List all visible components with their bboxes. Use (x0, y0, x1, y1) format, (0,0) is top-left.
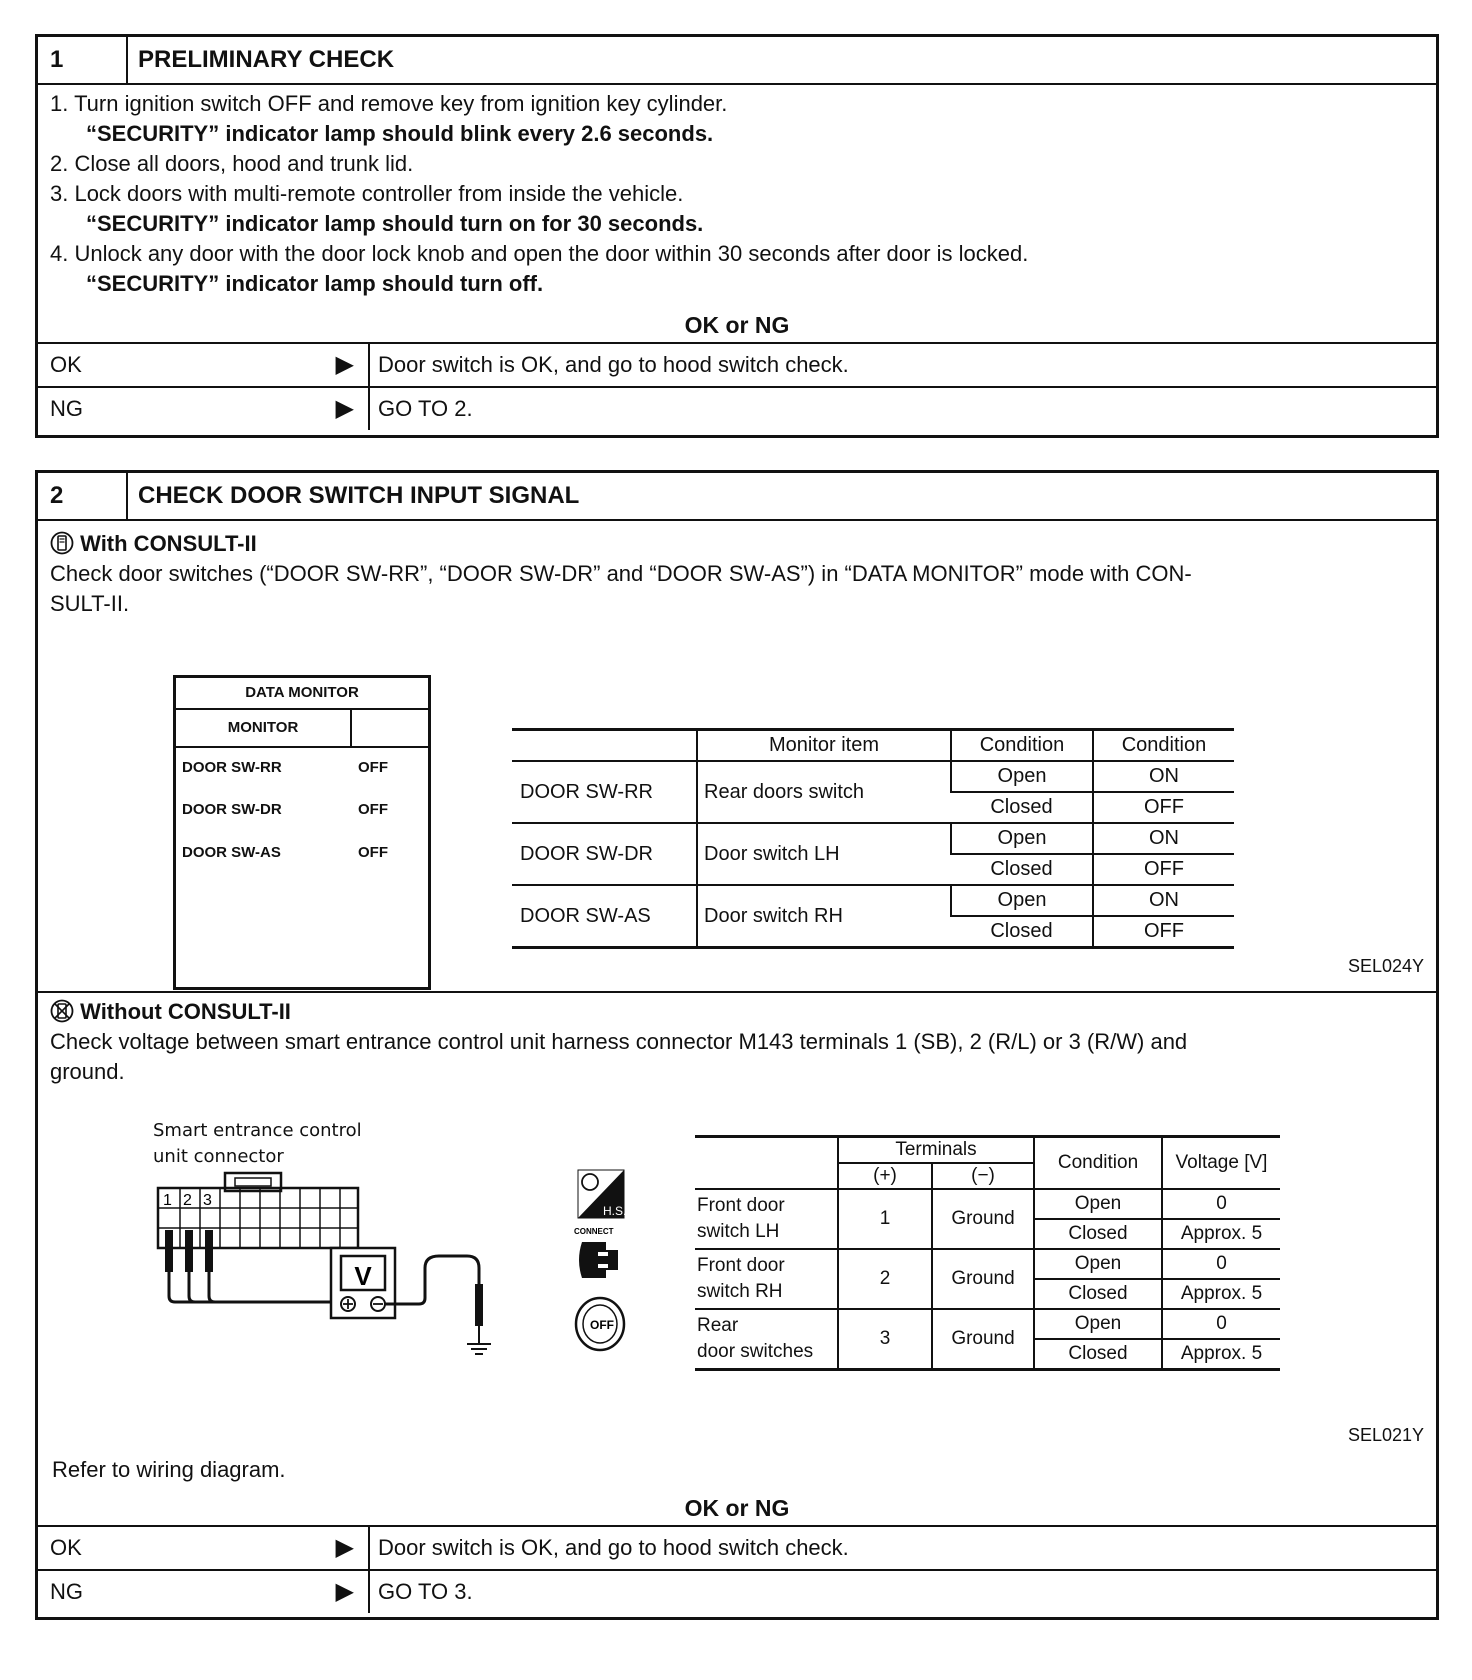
monitor-item: DOOR SW-AS (182, 844, 281, 861)
table-row (512, 823, 1234, 854)
table-row (695, 1309, 1280, 1339)
test-condition-icons (570, 1168, 630, 1364)
data-monitor-title: DATA MONITOR (176, 678, 428, 710)
table-cell: Front door (697, 1195, 785, 1216)
table-cell: Closed (1034, 1219, 1162, 1249)
svg-text:H.S.: H.S. (603, 1204, 627, 1218)
result-row-ng (38, 386, 1436, 430)
table-cell: Closed (951, 916, 1093, 948)
connect-icon (579, 1242, 618, 1278)
table-cell: Rear doors switch (697, 761, 951, 823)
without-consult-section (38, 993, 1436, 1525)
table-cell: DOOR SW-AS (512, 885, 697, 948)
table-cell: 0 (1162, 1189, 1280, 1219)
table-cell: 0 (1162, 1309, 1280, 1339)
table-cell: 2 (838, 1249, 932, 1309)
table-header: Monitor item (697, 730, 951, 762)
table-header: Condition (1093, 730, 1234, 762)
table-cell: ON (1093, 823, 1234, 854)
voltage-check-text: Check voltage between smart entrance control unit harness connector M143 terminals 1 (SB), 2 (R/L) or 3 (R/W) and (50, 1029, 1188, 1054)
table-header (512, 730, 697, 762)
instruction-line-bold: “SECURITY” indicator lamp should turn on for 30 seconds. (86, 211, 704, 236)
table-header: Condition (951, 730, 1093, 762)
table-cell: Approx. 5 (1162, 1339, 1280, 1370)
table-cell: DOOR SW-RR (512, 761, 697, 823)
table-header: (+) (838, 1163, 932, 1189)
table-cell: Rear (697, 1315, 739, 1336)
table-row (512, 761, 1234, 792)
arrow-right-icon: ▶ (335, 1578, 354, 1605)
step-title: PRELIMINARY CHECK (138, 46, 395, 73)
result-key: OK (50, 352, 82, 377)
table-cell: Door switch RH (697, 885, 951, 948)
table-cell: OFF (1093, 792, 1234, 823)
step-title: CHECK DOOR SWITCH INPUT SIGNAL (138, 482, 580, 509)
ok-or-ng-label: OK or NG (684, 1495, 790, 1521)
table-cell: door switches (697, 1341, 814, 1362)
result-value: GO TO 3. (368, 1571, 1436, 1613)
result-value: Door switch is OK, and go to hood switch check. (368, 344, 1436, 386)
pin-label: 2 (183, 1192, 192, 1209)
table-cell: Ground (932, 1309, 1034, 1370)
ignition-off-icon (576, 1298, 624, 1350)
table-cell: Closed (951, 792, 1093, 823)
table-cell: Closed (1034, 1339, 1162, 1370)
instruction-line: 4. Unlock any door with the door lock knob and open the door within 30 seconds after door is locked. (50, 241, 1029, 266)
with-consult-section (38, 521, 1436, 991)
table-cell: Ground (932, 1249, 1034, 1309)
connector-wiring-diagram (153, 1168, 513, 1398)
table-cell: OFF (1093, 854, 1234, 885)
table-cell: Open (1034, 1309, 1162, 1339)
connector-label: unit connector (153, 1146, 284, 1167)
monitor-column-header: MONITOR (176, 710, 352, 746)
table-header: Voltage [V] (1162, 1137, 1280, 1190)
refer-text: Refer to wiring diagram. (52, 1457, 286, 1482)
data-monitor-panel (173, 675, 431, 990)
table-cell: 1 (838, 1189, 932, 1249)
instruction-line: 2. Close all doors, hood and trunk lid. (50, 151, 414, 176)
table-cell: Front door (697, 1255, 785, 1276)
monitor-value: OFF (358, 759, 388, 776)
arrow-right-icon: ▶ (335, 395, 354, 422)
arrow-right-icon: ▶ (335, 351, 354, 378)
figure-code: SEL024Y (1347, 956, 1424, 976)
voltage-check-text: ground. (50, 1059, 125, 1084)
table-cell: Open (1034, 1189, 1162, 1219)
instruction-line: 1. Turn ignition switch OFF and remove key from ignition key cylinder. (50, 91, 728, 116)
table-cell: Open (1034, 1249, 1162, 1279)
with-consult-heading: With CONSULT-II (80, 531, 257, 556)
table-cell: 0 (1162, 1249, 1280, 1279)
monitor-item: DOOR SW-DR (182, 801, 282, 818)
connector-label: Smart entrance control (153, 1120, 362, 1141)
table-cell: Door switch LH (697, 823, 951, 885)
table-cell: switch RH (697, 1281, 783, 1302)
result-row-ng (38, 1569, 1436, 1613)
without-consult-heading: Without CONSULT-II (80, 999, 291, 1024)
consult-text: Check door switches (“DOOR SW-RR”, “DOOR SW-DR” and “DOOR SW-AS”) in “DATA MONITOR” mode with CON- (50, 561, 1192, 586)
arrow-right-icon: ▶ (335, 1534, 354, 1561)
table-cell: Open (951, 761, 1093, 792)
figure-code: SEL021Y (1347, 1425, 1424, 1445)
no-consult-icon (50, 999, 74, 1023)
step-2-header (38, 473, 1436, 521)
result-row-ok (38, 342, 1436, 386)
table-cell: switch LH (697, 1221, 780, 1242)
instruction-line-bold: “SECURITY” indicator lamp should blink every 2.6 seconds. (86, 121, 714, 146)
instruction-line-bold: “SECURITY” indicator lamp should turn off. (86, 271, 544, 296)
result-key: NG (50, 1579, 83, 1604)
pin-label: 1 (163, 1192, 172, 1209)
table-cell: Open (951, 823, 1093, 854)
instruction-list (38, 85, 1436, 299)
result-row-ok (38, 1525, 1436, 1569)
instruction-line: 3. Lock doors with multi-remote controller from inside the vehicle. (50, 181, 684, 206)
step-number: 2 (38, 473, 128, 519)
table-header: Terminals (838, 1137, 1034, 1164)
result-key: OK (50, 1535, 82, 1560)
table-header: (−) (932, 1163, 1034, 1189)
meter-label: V (354, 1261, 372, 1291)
voltage-table (695, 1135, 1280, 1371)
step-1-panel (35, 34, 1439, 438)
monitor-table (512, 728, 1234, 949)
result-value: Door switch is OK, and go to hood switch check. (368, 1527, 1436, 1569)
table-cell: OFF (1093, 916, 1234, 948)
result-key: NG (50, 396, 83, 421)
table-cell: Open (951, 885, 1093, 916)
hs-icon (578, 1170, 626, 1218)
monitor-item: DOOR SW-RR (182, 759, 282, 776)
table-cell: 3 (838, 1309, 932, 1370)
table-cell: Closed (951, 854, 1093, 885)
table-row (695, 1189, 1280, 1219)
consult-icon (50, 531, 74, 555)
table-row (512, 885, 1234, 916)
table-cell: Approx. 5 (1162, 1279, 1280, 1309)
connect-label: CONNECT (574, 1227, 614, 1236)
table-cell: Closed (1034, 1279, 1162, 1309)
pin-label: 3 (203, 1192, 212, 1209)
table-cell: Approx. 5 (1162, 1219, 1280, 1249)
table-cell: ON (1093, 885, 1234, 916)
result-value: GO TO 2. (368, 388, 1436, 430)
step-2-panel (35, 470, 1439, 1620)
table-row (695, 1249, 1280, 1279)
table-cell: DOOR SW-DR (512, 823, 697, 885)
table-header: Condition (1034, 1137, 1162, 1190)
ok-or-ng-label: OK or NG (684, 312, 790, 338)
table-cell: Ground (932, 1189, 1034, 1249)
monitor-value: OFF (358, 801, 388, 818)
monitor-value: OFF (358, 844, 388, 861)
table-cell: ON (1093, 761, 1234, 792)
consult-text: SULT-II. (50, 591, 130, 616)
step-number: 1 (38, 37, 128, 83)
svg-text:OFF: OFF (590, 1318, 614, 1332)
step-1-header (38, 37, 1436, 85)
